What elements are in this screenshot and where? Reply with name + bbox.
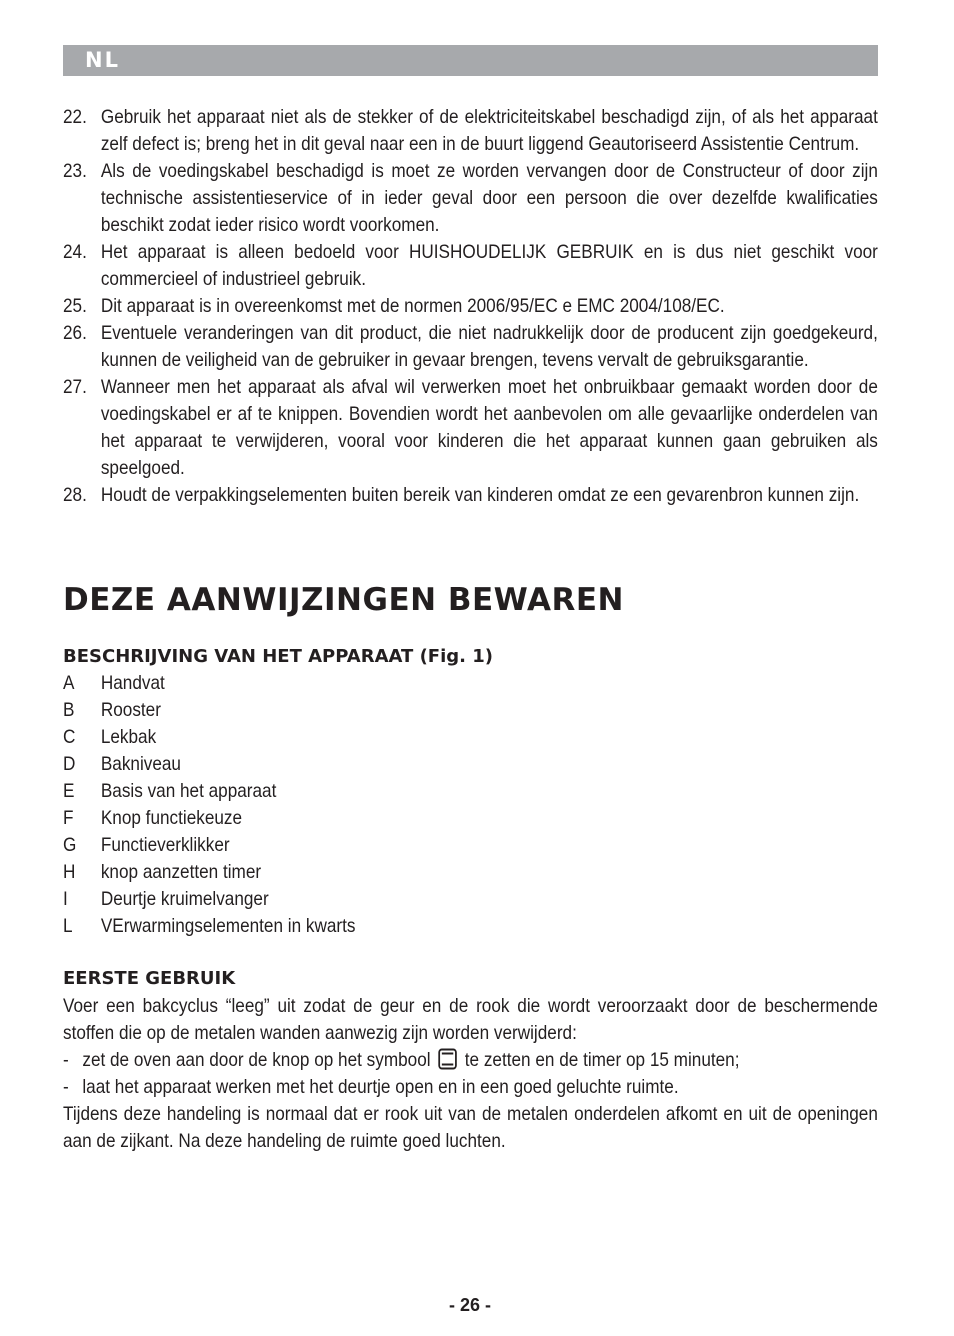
list-item [63, 886, 679, 913]
item-number: 24. [63, 241, 87, 263]
list-item [63, 832, 679, 859]
first-use-intro: Voer een bakcyclus “leeg” uit zodat de geur en de rook die wordt veroorzaakt door de beschermende stoffen die op de metalen wanden aanwezig zijn worden verwijderd: [63, 995, 878, 1044]
part-letter: L [63, 915, 73, 937]
item-text: Eventuele veranderingen van dit product, die niet nadrukkelijk door de producent zijn goedgekeurd, kunnen de veiligheid van de gebruiker in gevaar brengen, tevens vervalt de gebruiksgarantie. [100, 322, 878, 371]
part-label: Knop functiekeuze [100, 807, 243, 829]
item-number: 23. [63, 160, 87, 182]
bullet-dash: - [63, 1076, 69, 1098]
list-item [63, 374, 878, 482]
list-item [63, 751, 679, 778]
part-label: VErwarmingselementen in kwarts [100, 915, 356, 937]
list-item [63, 293, 878, 320]
bullet-dash: - [63, 1049, 69, 1071]
first-use-heading: EERSTE GEBRUIK [63, 968, 236, 989]
safety-list [63, 104, 878, 509]
list-item [63, 670, 679, 697]
list-item [63, 859, 679, 886]
step-text-after: te zetten en de timer op 15 minuten; [464, 1049, 740, 1071]
item-number: 28. [63, 484, 87, 506]
list-item [63, 158, 878, 239]
item-number: 26. [63, 322, 87, 344]
part-letter: D [63, 753, 76, 775]
list-item [63, 724, 679, 751]
item-number: 22. [63, 106, 87, 128]
step-text-before: zet de oven aan door de knop op het symbool [82, 1049, 431, 1071]
part-letter: C [63, 726, 76, 748]
list-item [63, 320, 878, 374]
part-letter: B [63, 699, 75, 721]
page-number: - 26 - [448, 1295, 491, 1315]
part-label: Rooster [100, 699, 161, 721]
step-text: laat het apparaat werken met het deurtje open en in een goed geluchte ruimte. [82, 1076, 679, 1098]
description-heading: BESCHRIJVING VAN HET APPARAAT (Fig. 1) [63, 646, 494, 667]
language-bar [63, 45, 878, 76]
part-letter: A [63, 672, 75, 694]
part-label: Bakniveau [100, 753, 181, 775]
item-text: Wanneer men het apparaat als afval wil verwerken moet het onbruikbaar gemaakt worden door de voedingskabel er af te knippen. Bovendien wordt het aanbevolen om alle gevaarlijke onderdelen van het apparaat te verwijderen, vooral voor kinderen die het apparaat kunnen gaan gebruiken als speelgoed. [100, 376, 878, 479]
list-item [63, 239, 878, 293]
part-label: Handvat [100, 672, 165, 694]
parts-list [63, 670, 679, 940]
part-label: Deurtje kruimelvanger [100, 888, 269, 910]
list-item [63, 482, 878, 509]
item-text: Dit apparaat is in overeenkomst met de normen 2006/95/EC e EMC 2004/108/EC. [100, 295, 725, 317]
part-letter: F [63, 807, 74, 829]
item-text: Gebruik het apparaat niet als de stekker of de elektriciteitskabel beschadigd zijn, of als het apparaat zelf defect is; breng het in dit geval naar een in de buurt liggend Geautoriseerd Assistentie Centrum. [100, 106, 878, 155]
item-number: 25. [63, 295, 87, 317]
first-use-outro: Tijdens deze handeling is normaal dat er rook uit van de metalen onderdelen afkomt en uit de openingen aan de zijkant. Na deze handeling de ruimte goed luchten. [63, 1103, 878, 1152]
part-letter: G [63, 834, 77, 856]
list-item [63, 778, 679, 805]
item-text: Het apparaat is alleen bedoeld voor HUISHOUDELIJK GEBRUIK en is dus niet geschikt voor commercieel of industrieel gebruik. [100, 241, 878, 290]
part-letter: I [63, 888, 68, 910]
list-item [63, 1047, 878, 1074]
list-item [63, 1074, 878, 1101]
list-item [63, 805, 679, 832]
part-label: Functieverklikker [100, 834, 230, 856]
item-text: Als de voedingskabel beschadigd is moet ze worden vervangen door de Constructeur of door zijn technische assistentieservice of in ieder geval door een persoon die over dezelfde kwalificaties beschikt zodat ieder risico wordt voorkomen. [100, 160, 878, 236]
oven-symbol-icon [438, 1048, 457, 1070]
first-use-section [63, 993, 878, 1155]
list-item [63, 913, 679, 940]
item-text: Houdt de verpakkingselementen buiten bereik van kinderen omdat ze een gevarenbron kunnen zijn. [100, 484, 860, 506]
part-letter: E [63, 780, 75, 802]
item-number: 27. [63, 376, 87, 398]
part-label: Basis van het apparaat [100, 780, 277, 802]
part-letter: H [63, 861, 76, 883]
list-item [63, 697, 679, 724]
part-label: knop aanzetten timer [100, 861, 262, 883]
part-label: Lekbak [100, 726, 157, 748]
main-heading: DEZE AANWIJZINGEN BEWAREN [63, 582, 624, 618]
list-item [63, 104, 878, 158]
language-code: NL [85, 48, 120, 72]
